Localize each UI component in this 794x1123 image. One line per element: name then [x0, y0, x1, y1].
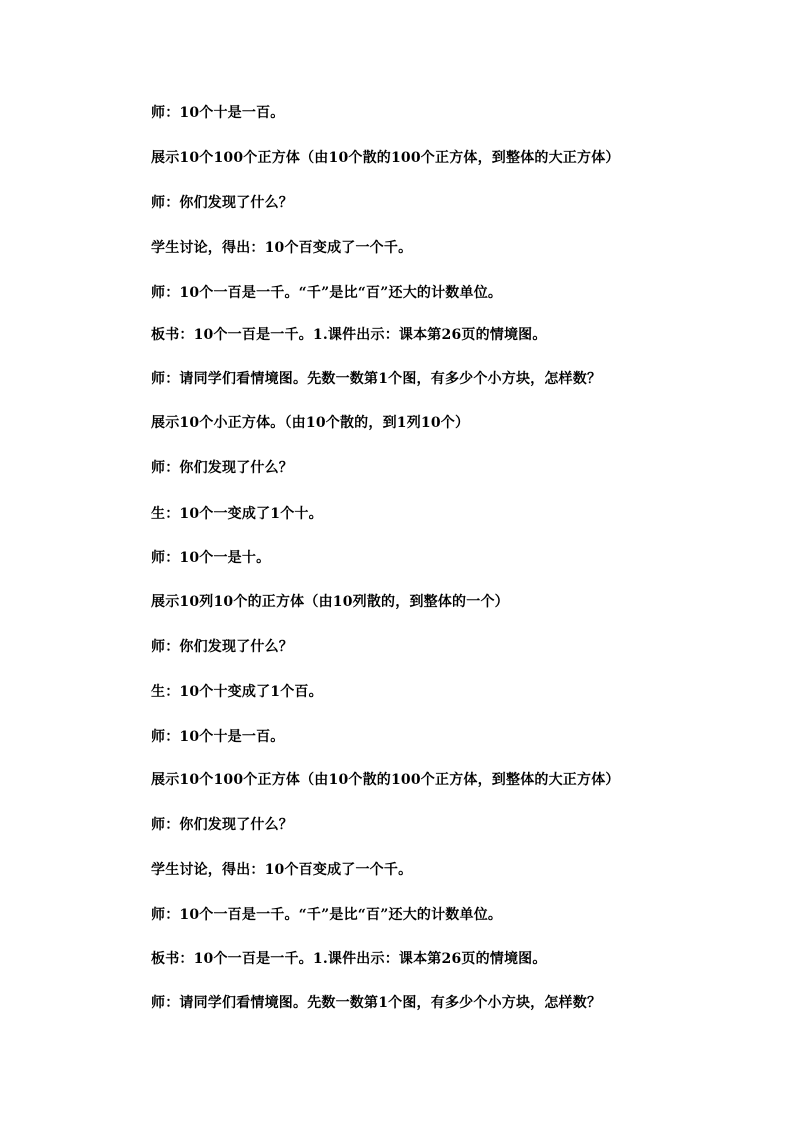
text-line: 板书：10个一百是一千。1.课件出示：课本第26页的情境图。	[151, 951, 547, 967]
text-line: 师：你们发现了什么？	[151, 639, 293, 655]
text-line: 师：10个十是一百。	[151, 729, 285, 745]
text-line: 师：10个十是一百。	[151, 105, 285, 121]
text-line: 展示10列10个的正方体（由10列散的，到整体的一个）	[151, 594, 509, 610]
text-line: 展示10个小正方体。（由10个散的，到1列10个）	[151, 415, 470, 431]
text-line: 展示10个100个正方体（由10个散的100个正方体，到整体的大正方体）	[151, 772, 620, 788]
text-line: 板书：10个一百是一千。1.课件出示：课本第26页的情境图。	[151, 327, 547, 343]
text-line: 师：你们发现了什么？	[151, 460, 293, 476]
text-line: 展示10个100个正方体（由10个散的100个正方体，到整体的大正方体）	[151, 150, 620, 166]
text-line: 师：你们发现了什么？	[151, 195, 293, 211]
text-line: 生：10个十变成了1个百。	[151, 684, 323, 700]
text-line: 师：10个一百是一千。“千”是比“百”还大的计数单位。	[151, 907, 503, 923]
text-line: 学生讨论，得出：10个百变成了一个千。	[151, 240, 413, 256]
text-line: 师：你们发现了什么？	[151, 817, 293, 833]
text-line: 师：10个一百是一千。“千”是比“百”还大的计数单位。	[151, 285, 503, 301]
text-line: 学生讨论，得出：10个百变成了一个千。	[151, 862, 413, 878]
text-line: 师：10个一是十。	[151, 550, 271, 566]
text-line: 师：请同学们看情境图。先数一数第1个图，有多少个小方块，怎样数？	[151, 995, 602, 1011]
text-line: 师：请同学们看情境图。先数一数第1个图，有多少个小方块，怎样数？	[151, 371, 602, 387]
text-line: 生：10个一变成了1个十。	[151, 506, 323, 522]
